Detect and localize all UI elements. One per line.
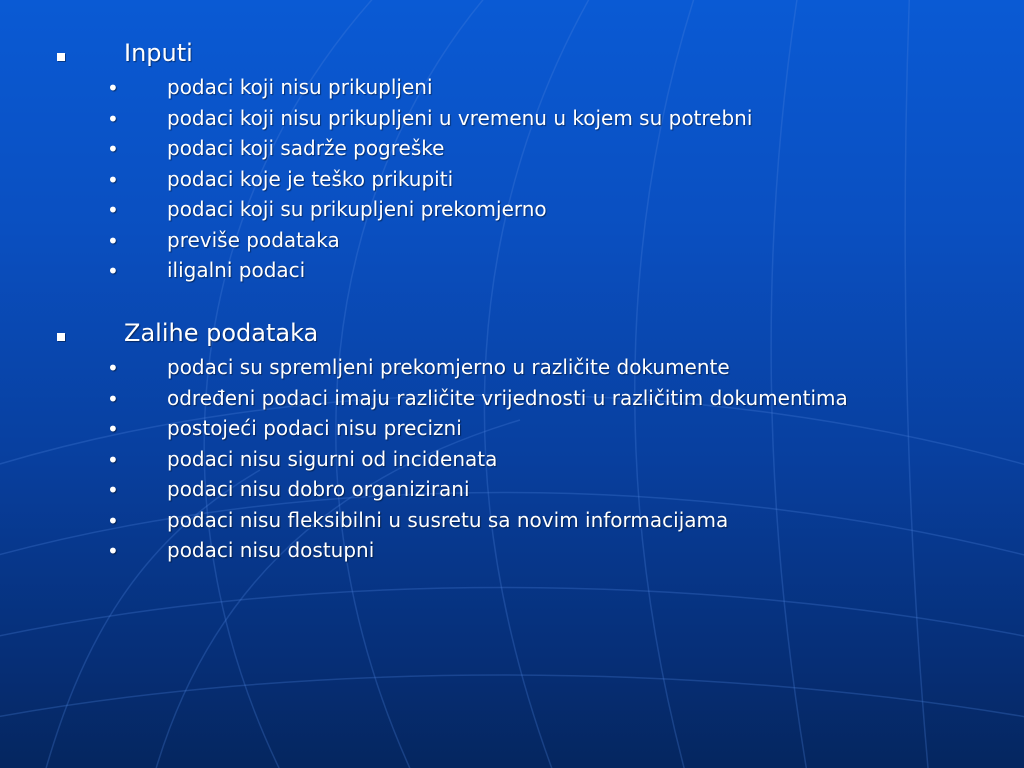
list-item-text: podaci koje je teško prikupiti bbox=[167, 166, 454, 191]
list-item-text: podaci koji nisu prikupljeni bbox=[167, 75, 433, 99]
round-bullet-icon: • bbox=[107, 106, 119, 131]
list-item bbox=[0, 164, 1024, 194]
round-bullet-icon: • bbox=[107, 137, 119, 161]
list-item-text: podaci koji su prikupljeni prekomjerno bbox=[167, 197, 547, 221]
list-item bbox=[0, 505, 1024, 535]
list-item-text: podaci su spremljeni prekomjerno u različite dokumente bbox=[167, 355, 730, 379]
square-bullet-icon bbox=[57, 53, 65, 61]
list-item bbox=[0, 225, 1024, 255]
list-item-text: podaci nisu dostupni bbox=[167, 538, 375, 562]
list-item-text: podaci koji sadrže pogreške bbox=[167, 136, 445, 160]
list-item bbox=[0, 352, 1024, 382]
round-bullet-icon: • bbox=[107, 447, 119, 472]
round-bullet-icon: • bbox=[107, 478, 119, 502]
round-bullet-icon: • bbox=[107, 417, 119, 441]
list-item-text: previše podataka bbox=[167, 227, 340, 252]
section-zalihe-podataka bbox=[0, 318, 1024, 566]
section-heading: Inputi bbox=[124, 39, 193, 67]
round-bullet-icon: • bbox=[107, 386, 119, 411]
list-item bbox=[0, 444, 1024, 474]
round-bullet-icon: • bbox=[107, 167, 119, 192]
section-heading-row bbox=[0, 318, 1024, 352]
list-item bbox=[0, 535, 1024, 565]
list-item bbox=[0, 194, 1024, 224]
section-heading-row bbox=[0, 38, 1024, 72]
list-item-text: podaci nisu sigurni od incidenata bbox=[167, 446, 498, 471]
list-item bbox=[0, 72, 1024, 102]
list-item bbox=[0, 413, 1024, 443]
section-inputi bbox=[0, 38, 1024, 286]
list-item-text: podaci nisu fleksibilni u susretu sa novim informacijama bbox=[167, 507, 729, 532]
list-item-text: podaci koji nisu prikupljeni u vremenu u kojem su potrebni bbox=[167, 105, 753, 130]
square-bullet-icon bbox=[57, 333, 65, 341]
list-item-text: određeni podaci imaju različite vrijednosti u različitim dokumentima bbox=[167, 385, 848, 410]
list-item-text: podaci nisu dobro organizirani bbox=[167, 477, 470, 501]
list-item bbox=[0, 103, 1024, 133]
list-item bbox=[0, 474, 1024, 504]
round-bullet-icon: • bbox=[107, 356, 119, 380]
round-bullet-icon: • bbox=[107, 228, 119, 253]
list-item bbox=[0, 133, 1024, 163]
round-bullet-icon: • bbox=[107, 76, 119, 100]
round-bullet-icon: • bbox=[107, 539, 119, 563]
list-item bbox=[0, 383, 1024, 413]
list-item-text: iligalni podaci bbox=[167, 258, 306, 282]
round-bullet-icon: • bbox=[107, 508, 119, 533]
bullet-list bbox=[0, 352, 1024, 565]
section-heading: Zalihe podataka bbox=[124, 319, 319, 347]
list-item bbox=[0, 255, 1024, 285]
round-bullet-icon: • bbox=[107, 259, 119, 283]
bullet-list bbox=[0, 72, 1024, 285]
round-bullet-icon: • bbox=[107, 198, 119, 222]
list-item-text: postojeći podaci nisu precizni bbox=[167, 416, 462, 440]
